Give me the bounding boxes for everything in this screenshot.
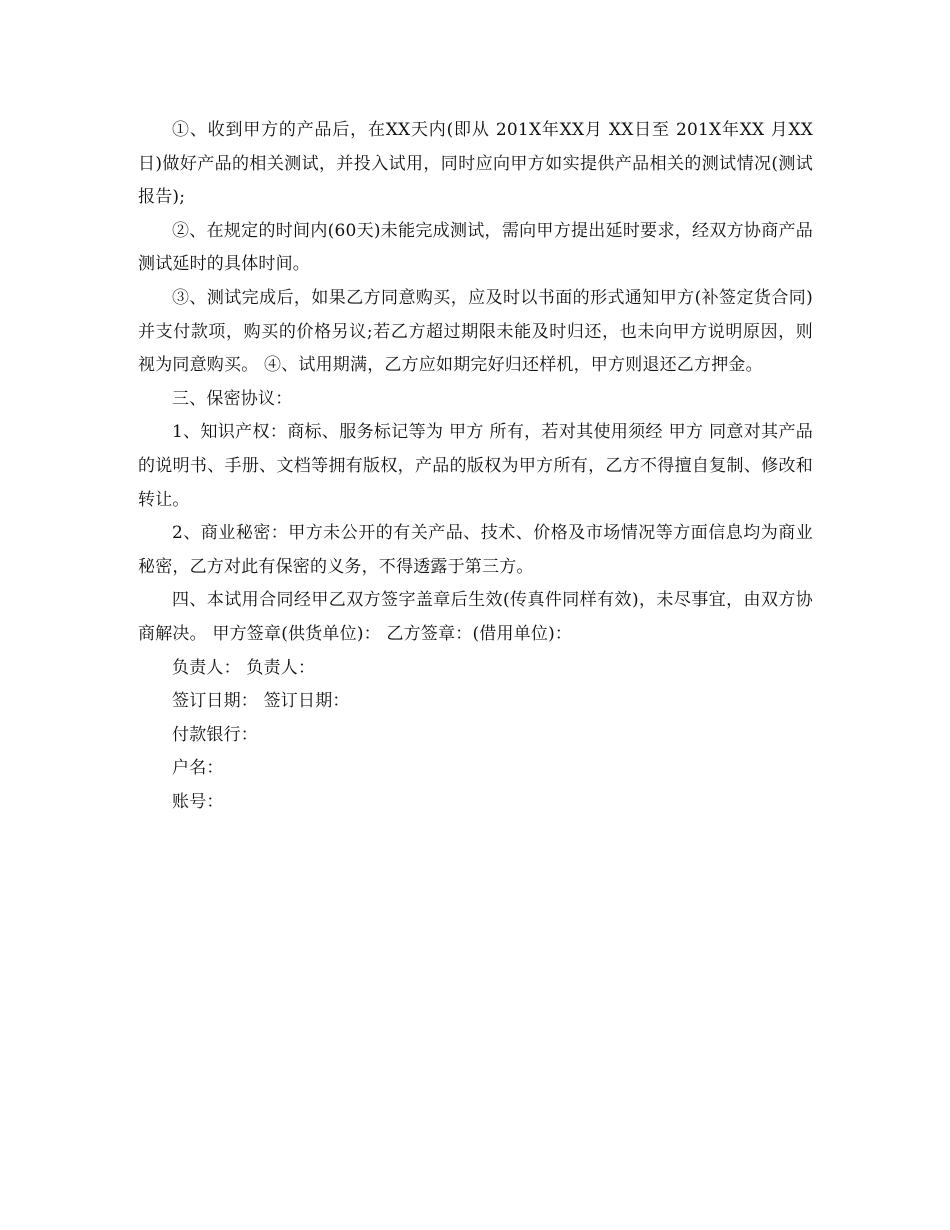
field-responsible-person: 负责人： 负责人： <box>172 657 316 678</box>
clause-effectiveness-signatures: 四、本试用合同经甲乙双方签字盖章后生效(传真件同样有效)，未尽事宜，由双方协商解决。 甲方签章(供货单位)： 乙方签章：(借用单位)： <box>138 590 813 644</box>
clause-intellectual-property: 1、知识产权：商标、服务标记等为 甲方 所有，若对其使用须经 甲方 同意对其产品的说明书、手册、文档等拥有版权，产品的版权为甲方所有，乙方不得擅自复制、修改和转让。 <box>138 422 813 510</box>
clause-purchase-return: ③、测试完成后，如果乙方同意购买，应及时以书面的形式通知甲方(补签定货合同)并支付款项，购买的价格另议;若乙方超过期限未能及时归还，也未向甲方说明原因，则视为同意购买。 ④、试用期满，乙方应如期完好归还样机，甲方则退还乙方押金。 <box>138 287 813 376</box>
field-account-number: 账号： <box>172 791 224 812</box>
section-heading-confidentiality: 三、保密协议： <box>172 388 293 409</box>
field-payment-bank: 付款银行： <box>172 724 258 745</box>
clause-test-extension: ②、在规定的时间内(60天)未能完成测试，需向甲方提出延时要求，经双方协商产品测试延时的具体时间。 <box>138 220 813 275</box>
field-signing-date: 签订日期： 签订日期： <box>172 691 350 712</box>
clause-trade-secret: 2、商业秘密：甲方未公开的有关产品、技术、价格及市场情况等方面信息均为商业秘密，乙方对此有保密的义务，不得透露于第三方。 <box>138 523 813 577</box>
field-account-name: 户名： <box>172 758 224 779</box>
contract-body <box>138 114 813 819</box>
clause-test-receipt: ①、收到甲方的产品后，在XX天内(即从 201X年XX月 XX日至 201X年XX 月XX 日)做好产品的相关测试，并投入试用，同时应向甲方如实提供产品相关的测试情况(测试报告); <box>138 120 813 208</box>
